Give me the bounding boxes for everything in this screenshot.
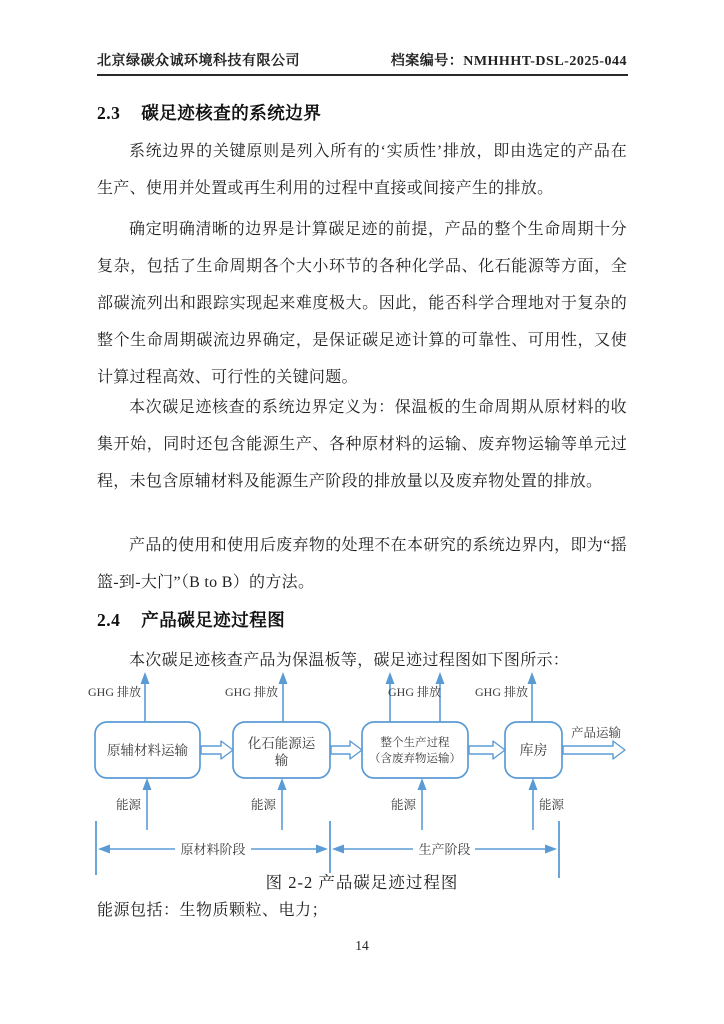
paragraph-system-boundary-3: 本次碳足迹核查的系统边界定义为：保温板的生命周期从原材料的收集开始，同时还包含能源生产、各种原材料的运输、废弃物运输等单元过程，未包含原辅材料及能源生产阶段的排放量以及废弃物处置的排放。 bbox=[97, 399, 627, 490]
page-number: 14 bbox=[355, 938, 369, 953]
stage-label-raw-material: 原材料阶段 bbox=[180, 842, 246, 857]
product-transport-label: 产品运输 bbox=[570, 726, 622, 740]
section-number: 2.3 bbox=[97, 103, 121, 123]
ghg-emission-label: GHG 排放 bbox=[88, 685, 141, 699]
company-name: 北京绿碳众诚环境科技有限公司 bbox=[97, 54, 300, 69]
box-label: 输 bbox=[274, 753, 289, 768]
figure-caption: 图 2-2 产品碳足迹过程图 bbox=[265, 873, 459, 892]
page-header bbox=[97, 50, 627, 70]
paragraph-diagram-intro: 本次碳足迹核查产品为保温板等，碳足迹过程图如下图所示： bbox=[129, 652, 570, 669]
energy-arrow-icon bbox=[143, 778, 538, 830]
section-title: 碳足迹核查的系统边界 bbox=[141, 103, 322, 123]
box-label: 化石能源运 bbox=[247, 736, 316, 751]
paragraph-system-boundary-1: 系统边界的关键原则是列入所有的‘实质性’排放，即由选定的产品在生产、使用并处置或再生利用的过程中直接或间接产生的排放。 bbox=[97, 143, 627, 197]
energy-label: 能源 bbox=[539, 798, 565, 812]
section-heading-2-4 bbox=[97, 607, 627, 632]
stage-label-production: 生产阶段 bbox=[418, 842, 471, 857]
energy-label: 能源 bbox=[115, 798, 141, 812]
box-production-process bbox=[362, 722, 468, 778]
section-heading-2-3 bbox=[97, 100, 627, 125]
process-flow-diagram bbox=[75, 663, 655, 878]
archive-value: NMHHHT-DSL-2025-044 bbox=[463, 54, 627, 69]
energy-note: 能源包括：生物质颗粒、电力； bbox=[97, 902, 329, 919]
box-label: 原辅材料运输 bbox=[107, 743, 188, 758]
energy-label: 能源 bbox=[250, 798, 276, 812]
archive-number bbox=[391, 50, 627, 70]
ghg-emission-label: GHG 排放 bbox=[225, 685, 278, 699]
box-label: （含废弃物运输） bbox=[369, 753, 461, 765]
section-title: 产品碳足迹过程图 bbox=[141, 610, 286, 630]
section-number: 2.4 bbox=[97, 610, 121, 630]
paragraph-system-boundary-2: 确定明确清晰的边界是计算碳足迹的前提，产品的整个生命周期十分复杂，包括了生命周期各个大小环节的各种化学品、化石能源等方面，全部碳流列出和跟踪实现起来难度极大。因此，能否科学合理地对于复杂的整个生命周期碳流边界确定，是保证碳足迹计算的可靠性、可用性，又使计算过程高效、可行性的关键问题。 bbox=[97, 221, 627, 386]
stage-span-arrow-icon bbox=[98, 845, 557, 854]
box-label: 整个生产过程 bbox=[380, 737, 450, 749]
energy-label: 能源 bbox=[390, 798, 416, 812]
ghg-emission-label: GHG 排放 bbox=[475, 685, 528, 699]
header-rule bbox=[97, 74, 628, 76]
paragraph-system-boundary-4: 产品的使用和使用后废弃物的处理不在本研究的系统边界内，即为“摇篮-到-大门”（B to B）的方法。 bbox=[97, 537, 627, 591]
box-label: 库房 bbox=[519, 744, 548, 759]
ghg-emission-label: GHG 排放 bbox=[388, 685, 441, 699]
archive-label: 档案编号： bbox=[390, 54, 464, 69]
